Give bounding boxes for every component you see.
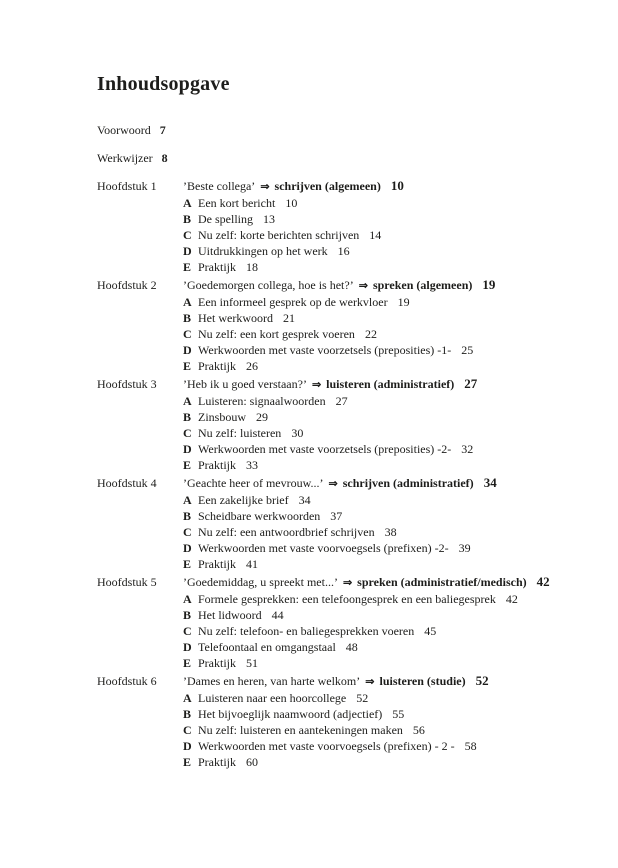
item-page-number: 55 (392, 707, 405, 721)
item-page-number: 45 (424, 624, 437, 638)
item-page-number: 27 (335, 394, 348, 408)
item-page-number: 19 (397, 295, 410, 309)
chapter-label: Hoofdstuk 5 (97, 575, 157, 589)
toc-chapter-3 (97, 376, 618, 473)
item-page-number: 52 (356, 691, 369, 705)
item-page-number: 10 (285, 196, 298, 210)
chapter-title-line (183, 178, 618, 195)
item-page-number: 41 (246, 557, 258, 571)
arrow-right-icon: ⇒ (328, 478, 338, 490)
item-text: Nu zelf: korte berichten schrijven (198, 228, 360, 242)
toc-item (97, 457, 618, 473)
item-page-number: 60 (246, 755, 258, 769)
item-page-number: 16 (337, 244, 350, 258)
item-page-number: 48 (345, 640, 358, 654)
item-page-number: 34 (298, 493, 311, 507)
chapter-page-number: 34 (483, 475, 497, 490)
toc-chapter-4 (97, 475, 618, 572)
item-page-number: 37 (330, 509, 343, 523)
toc-item (97, 243, 618, 259)
item-text: Telefoontaal en omgangstaal (198, 640, 336, 654)
toc-item (97, 227, 618, 243)
item-page-number: 26 (246, 359, 258, 373)
chapter-theme: schrijven (administratief) (342, 476, 474, 490)
chapter-theme: luisteren (studie) (379, 674, 466, 688)
item-letter: B (183, 311, 192, 325)
toc-chapter-5 (97, 574, 618, 671)
item-text: Zinsbouw (198, 410, 246, 424)
chapter-page-number: 27 (464, 376, 478, 391)
toc-list (97, 178, 618, 770)
item-page-number: 32 (461, 442, 474, 456)
toc-item (97, 310, 618, 326)
chapter-heading-row (97, 178, 618, 195)
item-text: Nu zelf: een antwoordbrief schrijven (198, 525, 375, 539)
item-text: Nu zelf: telefoon- en baliegesprekken voeren (198, 624, 415, 638)
item-letter: D (183, 442, 192, 456)
toc-item (97, 326, 618, 342)
item-text: Luisteren: signaalwoorden (198, 394, 326, 408)
item-page-number: 56 (412, 723, 425, 737)
item-text: Praktijk (198, 755, 236, 769)
item-text: Nu zelf: een kort gesprek voeren (198, 327, 355, 341)
item-letter: C (183, 624, 192, 638)
item-letter: A (183, 691, 192, 705)
item-letter: C (183, 525, 192, 539)
item-text: Praktijk (198, 458, 236, 472)
toc-item (97, 524, 618, 540)
toc-chapter-6 (97, 673, 618, 770)
chapter-heading-row (97, 277, 618, 294)
chapter-title: ’Heb ik u goed verstaan?’ (183, 377, 307, 391)
chapter-title-line (183, 277, 618, 294)
chapter-title: ’Dames en heren, van harte welkom’ (183, 674, 361, 688)
chapter-title-line (183, 376, 618, 393)
toc-item (97, 655, 618, 671)
item-text: Praktijk (198, 656, 236, 670)
item-letter: B (183, 608, 192, 622)
chapter-title: ’Goedemiddag, u spreekt met...’ (183, 575, 338, 589)
item-text: Praktijk (198, 359, 236, 373)
chapter-theme: schrijven (algemeen) (274, 179, 381, 193)
toc-item (97, 409, 618, 425)
item-text: Een informeel gesprek op de werkvloer (198, 295, 388, 309)
chapter-label: Hoofdstuk 6 (97, 674, 157, 688)
chapter-heading-row (97, 673, 618, 690)
item-text: Uitdrukkingen op het werk (198, 244, 328, 258)
chapter-theme: spreken (administratief/medisch) (357, 575, 527, 589)
toc-item (97, 211, 618, 227)
item-letter: C (183, 327, 192, 341)
item-letter: A (183, 493, 192, 507)
item-letter: D (183, 244, 192, 258)
item-letter: E (183, 557, 192, 571)
chapter-title: ’Geachte heer of mevrouw...’ (183, 476, 324, 490)
item-text: Het werkwoord (198, 311, 273, 325)
chapter-page-number: 19 (482, 277, 496, 292)
item-letter: A (183, 592, 192, 606)
item-letter: E (183, 458, 192, 472)
chapter-title-line (183, 475, 618, 492)
item-text: Formele gesprekken: een telefoongesprek en een baliegesprek (198, 592, 496, 606)
toc-item (97, 623, 618, 639)
toc-item (97, 508, 618, 524)
chapter-heading-row (97, 475, 618, 492)
item-text: Scheidbare werkwoorden (198, 509, 321, 523)
item-text: Nu zelf: luisteren (198, 426, 282, 440)
toc-item (97, 754, 618, 770)
item-text: Het lidwoord (198, 608, 262, 622)
toc-item (97, 425, 618, 441)
item-letter: C (183, 723, 192, 737)
item-letter: D (183, 343, 192, 357)
toc-item (97, 540, 618, 556)
chapter-label: Hoofdstuk 4 (97, 476, 157, 490)
chapter-title: ’Goedemorgen collega, hoe is het?’ (183, 278, 354, 292)
item-page-number: 21 (282, 311, 295, 325)
item-page-number: 44 (271, 608, 284, 622)
item-page-number: 25 (461, 343, 474, 357)
item-text: Luisteren naar een hoorcollege (198, 691, 347, 705)
item-text: Het bijvoeglijk naamwoord (adjectief) (198, 707, 383, 721)
item-letter: A (183, 394, 192, 408)
arrow-right-icon: ⇒ (342, 577, 353, 589)
toc-item (97, 195, 618, 211)
toc-chapter-1 (97, 178, 618, 275)
chapter-page-number: 52 (475, 673, 489, 688)
front-matter-label: Voorwoord (97, 123, 151, 137)
item-letter: B (183, 212, 192, 226)
item-page-number: 22 (364, 327, 377, 341)
item-page-number: 13 (263, 212, 275, 226)
item-text: Werkwoorden met vaste voorvoegsels (prefixen) -2- (198, 541, 449, 555)
item-text: Nu zelf: luisteren en aantekeningen maken (198, 723, 403, 737)
front-matter-entry (97, 150, 618, 166)
toc-item (97, 607, 618, 623)
item-page-number: 18 (246, 260, 258, 274)
toc-item (97, 342, 618, 358)
chapter-title: ’Beste collega’ (183, 179, 256, 193)
chapter-title-line (183, 673, 618, 690)
chapter-label: Hoofdstuk 3 (97, 377, 157, 391)
toc-item (97, 294, 618, 310)
item-page-number: 29 (256, 410, 268, 424)
item-page-number: 51 (246, 656, 258, 670)
item-letter: E (183, 656, 192, 670)
front-matter-label: Werkwijzer (97, 151, 153, 165)
arrow-right-icon: ⇒ (365, 676, 375, 688)
item-letter: C (183, 228, 192, 242)
item-page-number: 38 (384, 525, 397, 539)
item-text: Een kort bericht (198, 196, 276, 210)
front-matter-page-number: 8 (161, 151, 168, 165)
item-letter: B (183, 509, 192, 523)
chapter-theme: spreken (algemeen) (372, 278, 473, 292)
item-page-number: 30 (291, 426, 304, 440)
toc-item (97, 706, 618, 722)
item-text: De spelling (198, 212, 253, 226)
page-title: Inhoudsopgave (97, 73, 230, 95)
item-page-number: 39 (458, 541, 471, 555)
item-letter: D (183, 739, 192, 753)
front-matter (97, 122, 618, 166)
chapter-heading-row (97, 574, 618, 591)
item-text: Werkwoorden met vaste voorvoegsels (prefixen) - 2 - (198, 739, 455, 753)
toc-item (97, 441, 618, 457)
front-matter-page-number: 7 (159, 123, 166, 137)
item-page-number: 42 (505, 592, 518, 606)
item-letter: A (183, 196, 192, 210)
item-letter: E (183, 755, 192, 769)
item-letter: E (183, 359, 192, 373)
arrow-right-icon: ⇒ (260, 181, 270, 193)
chapter-page-number: 10 (390, 178, 404, 193)
item-text: Praktijk (198, 260, 236, 274)
item-text: Werkwoorden met vaste voorzetsels (preposities) -2- (198, 442, 452, 456)
chapter-label: Hoofdstuk 2 (97, 278, 157, 292)
arrow-right-icon: ⇒ (311, 379, 322, 391)
toc-item (97, 639, 618, 655)
toc-item (97, 556, 618, 572)
item-letter: A (183, 295, 192, 309)
chapter-label: Hoofdstuk 1 (97, 179, 157, 193)
item-text: Een zakelijke brief (198, 493, 289, 507)
item-letter: B (183, 707, 192, 721)
arrow-right-icon: ⇒ (358, 280, 368, 292)
item-letter: D (183, 640, 192, 654)
chapter-theme: luisteren (administratief) (326, 377, 455, 391)
toc-item (97, 358, 618, 374)
item-text: Werkwoorden met vaste voorzetsels (preposities) -1- (198, 343, 452, 357)
toc-item (97, 591, 618, 607)
front-matter-entry (97, 122, 618, 138)
item-letter: D (183, 541, 192, 555)
item-letter: E (183, 260, 192, 274)
toc-item (97, 690, 618, 706)
item-text: Praktijk (198, 557, 236, 571)
toc-item (97, 722, 618, 738)
item-page-number: 14 (369, 228, 382, 242)
chapter-page-number: 42 (536, 574, 550, 589)
item-page-number: 33 (246, 458, 258, 472)
toc-item (97, 393, 618, 409)
toc-item (97, 738, 618, 754)
chapter-heading-row (97, 376, 618, 393)
chapter-title-line (183, 574, 618, 591)
toc-item (97, 492, 618, 508)
toc-item (97, 259, 618, 275)
item-letter: B (183, 410, 192, 424)
item-letter: C (183, 426, 192, 440)
item-page-number: 58 (464, 739, 477, 753)
toc-chapter-2 (97, 277, 618, 374)
